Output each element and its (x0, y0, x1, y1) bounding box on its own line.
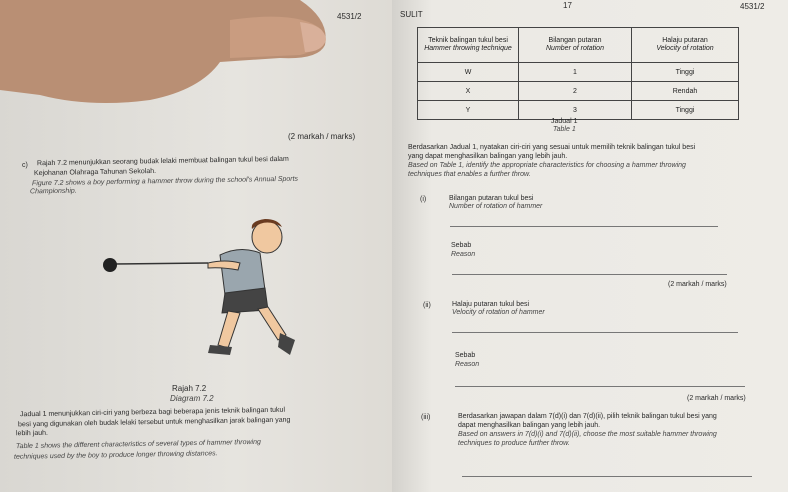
q-iii-label: (iii) (421, 414, 431, 421)
hammer-wire (112, 263, 208, 264)
jadual-malay-1: Jadual 1 menunjukkan ciri-ciri yang berbeza bagi beberapa jenis teknik balingan tukul (19, 406, 286, 419)
intro-english-1: Based on Table 1, identify the appropriate characteristics for choosing a hammer throwing (408, 162, 686, 169)
answer-line-i-reason[interactable] (452, 274, 727, 275)
boy-shoe-right (278, 333, 295, 355)
q-ii-label: (ii) (423, 302, 431, 309)
hammer-throw-figure (100, 215, 310, 375)
header-technique: Teknik balingan tukul besi Hammer throwing technique (418, 28, 519, 63)
reason-english-2: Reason (455, 361, 480, 368)
reason-english-1: Reason (451, 251, 476, 258)
sulit-label: SULIT (400, 10, 423, 19)
technique-table (417, 27, 739, 120)
table-caption-english: Table 1 (553, 126, 576, 133)
hand-photo (0, 0, 340, 110)
marks-top: (2 markah / marks) (288, 132, 356, 141)
q-c-english-2: Championship. (29, 187, 77, 196)
q-i-label: (i) (420, 196, 427, 203)
table-header-row (418, 28, 739, 63)
q-c-english: Figure 7.2 shows a boy performing a hammer throw during the school's Annual Sports (31, 175, 299, 188)
table-row: W 1 Tinggi (418, 63, 739, 82)
intro-english-2: techniques that enables a further throw. (408, 171, 531, 178)
jadual-english-2: techniques used by the boy to produce longer throwing distances. (13, 450, 218, 461)
answer-line-ii-reason[interactable] (455, 386, 745, 387)
q-c-malay-2: Kejohanan Olahraga Tahunan Sekolah. (33, 167, 157, 178)
page-number: 17 (563, 1, 572, 10)
marks-1: (2 markah / marks) (668, 281, 727, 288)
answer-line-i[interactable] (450, 226, 718, 227)
q-ii-english: Velocity of rotation of hammer (452, 309, 545, 316)
jadual-malay-3: lebih jauh. (15, 429, 48, 438)
reason-malay-1: Sebab (451, 242, 472, 249)
right-code: 4531/2 (740, 2, 765, 11)
answer-line-ii[interactable] (452, 332, 738, 333)
marks-2: (2 markah / marks) (687, 395, 746, 402)
left-code: 4531/2 (337, 12, 362, 21)
q-iii-english-2: techniques to produce further throw. (458, 440, 570, 447)
boy-head (252, 221, 282, 253)
q-i-malay: Bilangan putaran tukul besi (449, 195, 534, 202)
q-iii-malay-1: Berdasarkan jawapan dalam 7(d)(i) dan 7(d)(ii), pilih teknik balingan tukul besi yang (458, 413, 717, 420)
jadual-malay-2: besi yang digunakan oleh budak lelaki tersebut untuk menghasilkan jarak balingan yang (17, 416, 291, 429)
table-caption-malay: Jadual 1 (551, 118, 578, 125)
jadual-english-1: Table 1 shows the different characteristics of several types of hammer throwing (15, 438, 261, 451)
intro-malay-2: yang dapat menghasilkan balingan yang lebih jauh. (408, 153, 568, 160)
hammer-ball (103, 258, 117, 272)
header-rotation: Bilangan putaran Number of rotation (519, 28, 632, 63)
figure-label-english: Diagram 7.2 (170, 394, 214, 403)
answer-line-iii[interactable] (462, 476, 752, 477)
header-velocity: Halaju putaran Velocity of rotation (632, 28, 739, 63)
table-row: X 2 Rendah (418, 82, 739, 101)
q-ii-malay: Halaju putaran tukul besi (452, 301, 530, 308)
q-iii-malay-2: dapat menghasilkan balingan yang lebih jauh. (458, 422, 601, 429)
boy-shirt (220, 249, 265, 295)
q-c-label: c) (22, 162, 28, 169)
table-row: Y 3 Tinggi (418, 101, 739, 120)
figure-label-malay: Rajah 7.2 (172, 384, 207, 393)
reason-malay-2: Sebab (455, 352, 476, 359)
q-c-malay: Rajah 7.2 menunjukkan seorang budak lelaki membuat balingan tukul besi dalam (36, 155, 289, 168)
q-iii-english-1: Based on answers in 7(d)(i) and 7(d)(ii), choose the most suitable hammer throwing (458, 431, 717, 438)
q-i-english: Number of rotation of hammer (449, 203, 543, 210)
intro-malay-1: Berdasarkan Jadual 1, nyatakan ciri-ciri yang sesuai untuk memilih teknik balingan tukul besi (408, 144, 696, 151)
